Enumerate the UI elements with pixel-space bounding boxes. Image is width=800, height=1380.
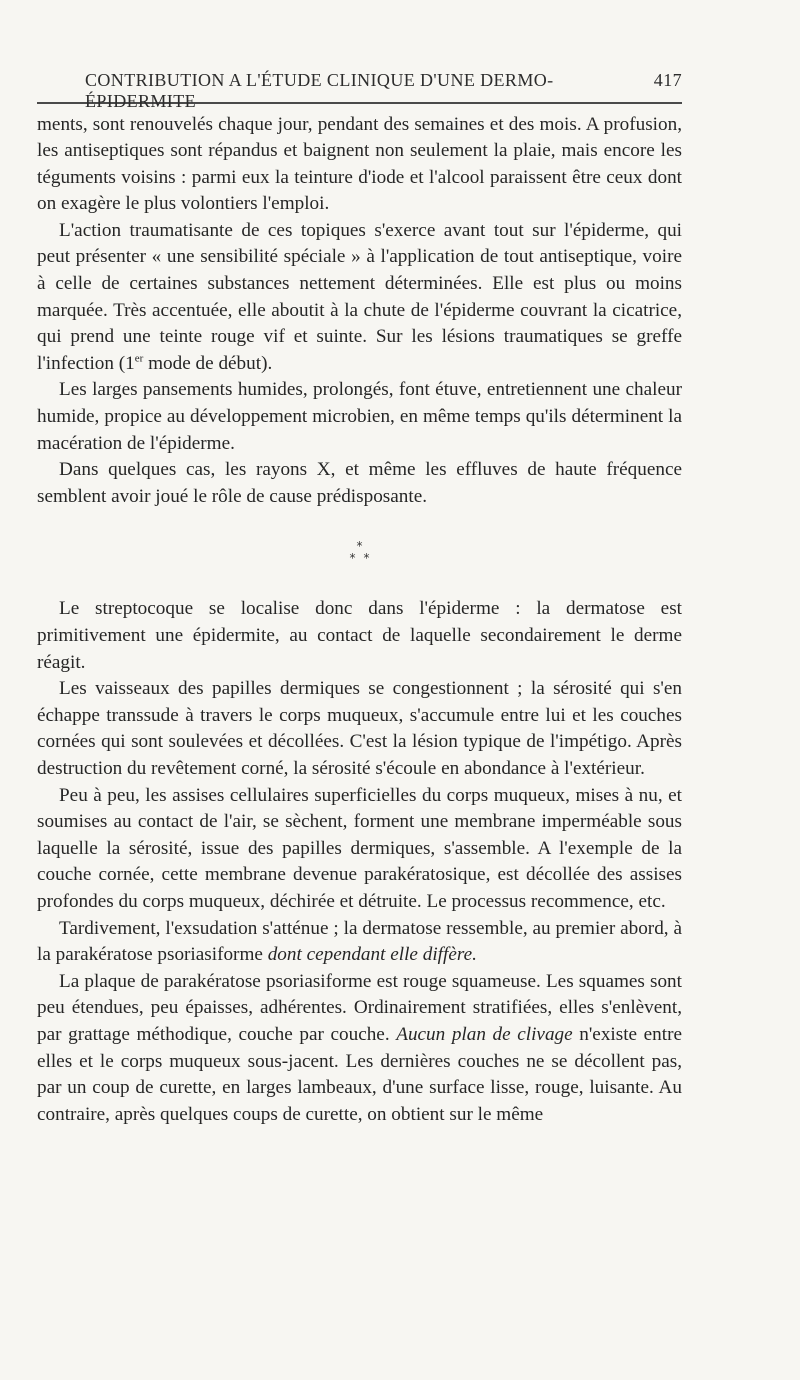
running-header xyxy=(85,70,682,111)
paragraph-8 xyxy=(37,916,682,969)
paragraph-2-text: L'action traumatisante de ces topiques s'exerce avant tout sur l'épiderme, qui peut présenter « une sensibilité spéciale » à l'application de tout antiseptique, voire à celle de certaines substances nettement déterminées. Elle est plus ou moins marquée. Très accentuée, elle aboutit à la chute de l'épiderme couvrant la cicatrice, qui prend une teinte rouge vif et suinte. Sur les lésions traumatiques se greffe l'infection (1 xyxy=(37,219,682,374)
paragraph-1: ments, sont renouvelés chaque jour, pendant des semaines et des mois. A profusion, les antiseptiques sont répandus et baignent non seulement la plaie, mais encore les téguments voisins : parmi eux la teinture d'iode et l'alcool paraissent être ceux dont on exagère le plus volontiers l'emploi. xyxy=(37,113,682,215)
running-title: CONTRIBUTION A L'ÉTUDE CLINIQUE D'UNE DERMO-ÉPIDERMITE xyxy=(85,70,554,111)
paragraph-5: Le streptocoque se localise donc dans l'épiderme : la dermatose est primitivement une épidermite, au contact de laquelle secondairement le derme réagit. xyxy=(37,598,682,673)
paragraph-2 xyxy=(37,218,682,378)
paragraph-8-italic: dont cependant elle diffère. xyxy=(267,944,477,966)
page-number: 417 xyxy=(653,70,682,90)
paragraph-8-text: Tardivement, l'exsudation s'atténue ; la dermatose ressemble, au premier abord, à la parakératose psoriasiforme xyxy=(37,917,682,966)
paragraph-6: Les vaisseaux des papilles dermiques se congestionnent ; la sérosité qui s'en échappe transsude à travers le corps muqueux, s'accumule entre lui et les couches cornées qui sont soulevées et décollées. C'est la lésion typique de l'impétigo. Après destruction du revêtement corné, la sérosité s'écoule en abondance à l'extérieur. xyxy=(37,678,682,779)
asterism-top: * xyxy=(356,539,363,554)
paragraph-9 xyxy=(37,969,682,1129)
paragraph-9-text: La plaque de parakératose psoriasiforme est rouge squameuse. Les squames sont peu étendues, peu épaisses, adhérentes. Ordinairement stratifiées, elles s'enlèvent, par grattage méthodique, couche par couche. xyxy=(37,970,682,1045)
paragraph-3: Les larges pansements humides, prolongés, font étuve, entretiennent une chaleur humide, propice au développement microbien, en même temps qu'ils déterminent la macération de l'épiderme. xyxy=(37,379,682,454)
body-text xyxy=(37,112,682,1129)
asterism-bottom: ** xyxy=(349,551,378,566)
paragraph-2-end: mode de début). xyxy=(143,352,273,374)
paragraph-9-end: n'existe entre elles et le corps muqueux sous-jacent. Les dernières couches ne se décollent pas, par un coup de curette, en larges lambeaux, d'une surface lisse, rouge, luisante. Au contraire, après quelques coups de curette, on obtient sur le même xyxy=(37,1023,683,1125)
paragraph-9-italic: Aucun plan de clivage xyxy=(396,1023,573,1045)
book-page xyxy=(37,70,682,1128)
paragraph-7: Peu à peu, les assises cellulaires superficielles du corps muqueux, mises à nu, et soumises au contact de l'air, se sèchent, forment une membrane imperméable sous laquelle la sérosité, issue des papilles dermiques, s'assemble. A l'exemple de la couche cornée, cette membrane devenue parakératosique, est décollée des assises profondes du corps muqueux, déchirée et détruite. Le processus recommence, etc. xyxy=(37,784,682,912)
paragraph-4: Dans quelques cas, les rayons X, et même les effluves de haute fréquence semblent avoir joué le rôle de cause prédisposante. xyxy=(37,459,682,507)
ordinal-superscript: er xyxy=(134,352,144,365)
section-break-asterism xyxy=(37,540,682,564)
